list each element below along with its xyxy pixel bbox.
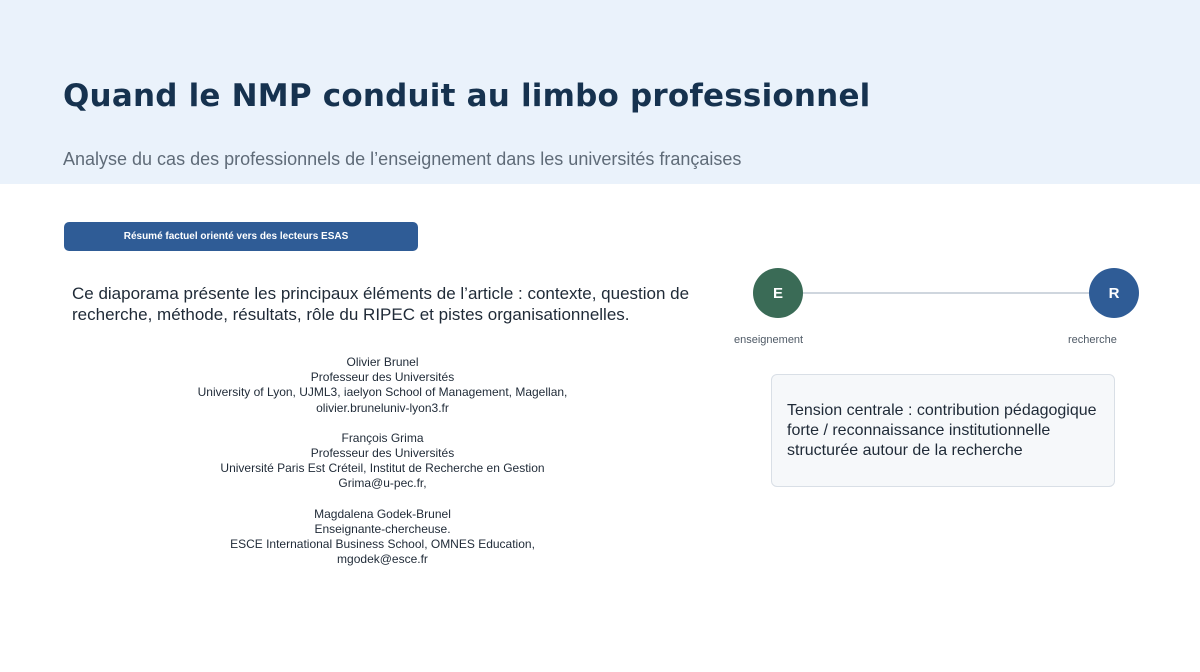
slide-title: Quand le NMP conduit au limbo professionnel xyxy=(63,78,871,114)
author-list xyxy=(160,355,605,582)
author-name: Magdalena Godek-Brunel xyxy=(314,506,451,521)
author-block xyxy=(160,507,605,568)
tension-callout: Tension centrale : contribution pédagogique forte / reconnaissance institutionnelle structurée autour de la recherche xyxy=(771,374,1115,487)
axis-line xyxy=(778,292,1114,294)
author-affiliation: ESCE International Business School, OMNES Education, xyxy=(230,537,535,552)
author-title: Enseignante-chercheuse. xyxy=(314,521,451,536)
author-email: mgodek@esce.fr xyxy=(337,552,428,567)
research-node: R xyxy=(1089,268,1139,318)
teaching-research-axis xyxy=(730,265,1150,355)
author-title: Professeur des Universités xyxy=(310,446,455,461)
teaching-label: enseignement xyxy=(734,334,804,346)
author-affiliation: Université Paris Est Créteil, Institut de Recherche en Gestion xyxy=(220,461,545,476)
author-block xyxy=(160,431,605,492)
slide-subtitle: Analyse du cas des professionnels de l’enseignement dans les universités françaises xyxy=(63,149,742,169)
author-email: Grima@u-pec.fr, xyxy=(338,476,427,491)
author-email: olivier.bruneluniv-lyon3.fr xyxy=(316,400,449,415)
summary-tag: Résumé factuel orienté vers des lecteurs ESAS xyxy=(64,222,418,251)
author-name: François Grima xyxy=(341,430,424,445)
author-block xyxy=(160,355,605,416)
intro-paragraph: Ce diaporama présente les principaux éléments de l’article : contexte, question de recherche, méthode, résultats, rôle du RIPEC et pistes organisationnelles. xyxy=(72,284,690,324)
author-affiliation: University of Lyon, UJML3, iaelyon School of Management, Magellan, xyxy=(197,385,568,400)
author-name: Olivier Brunel xyxy=(346,355,419,369)
research-label: recherche xyxy=(1068,334,1117,346)
teaching-node: E xyxy=(753,268,803,318)
author-title: Professeur des Universités xyxy=(310,370,455,385)
